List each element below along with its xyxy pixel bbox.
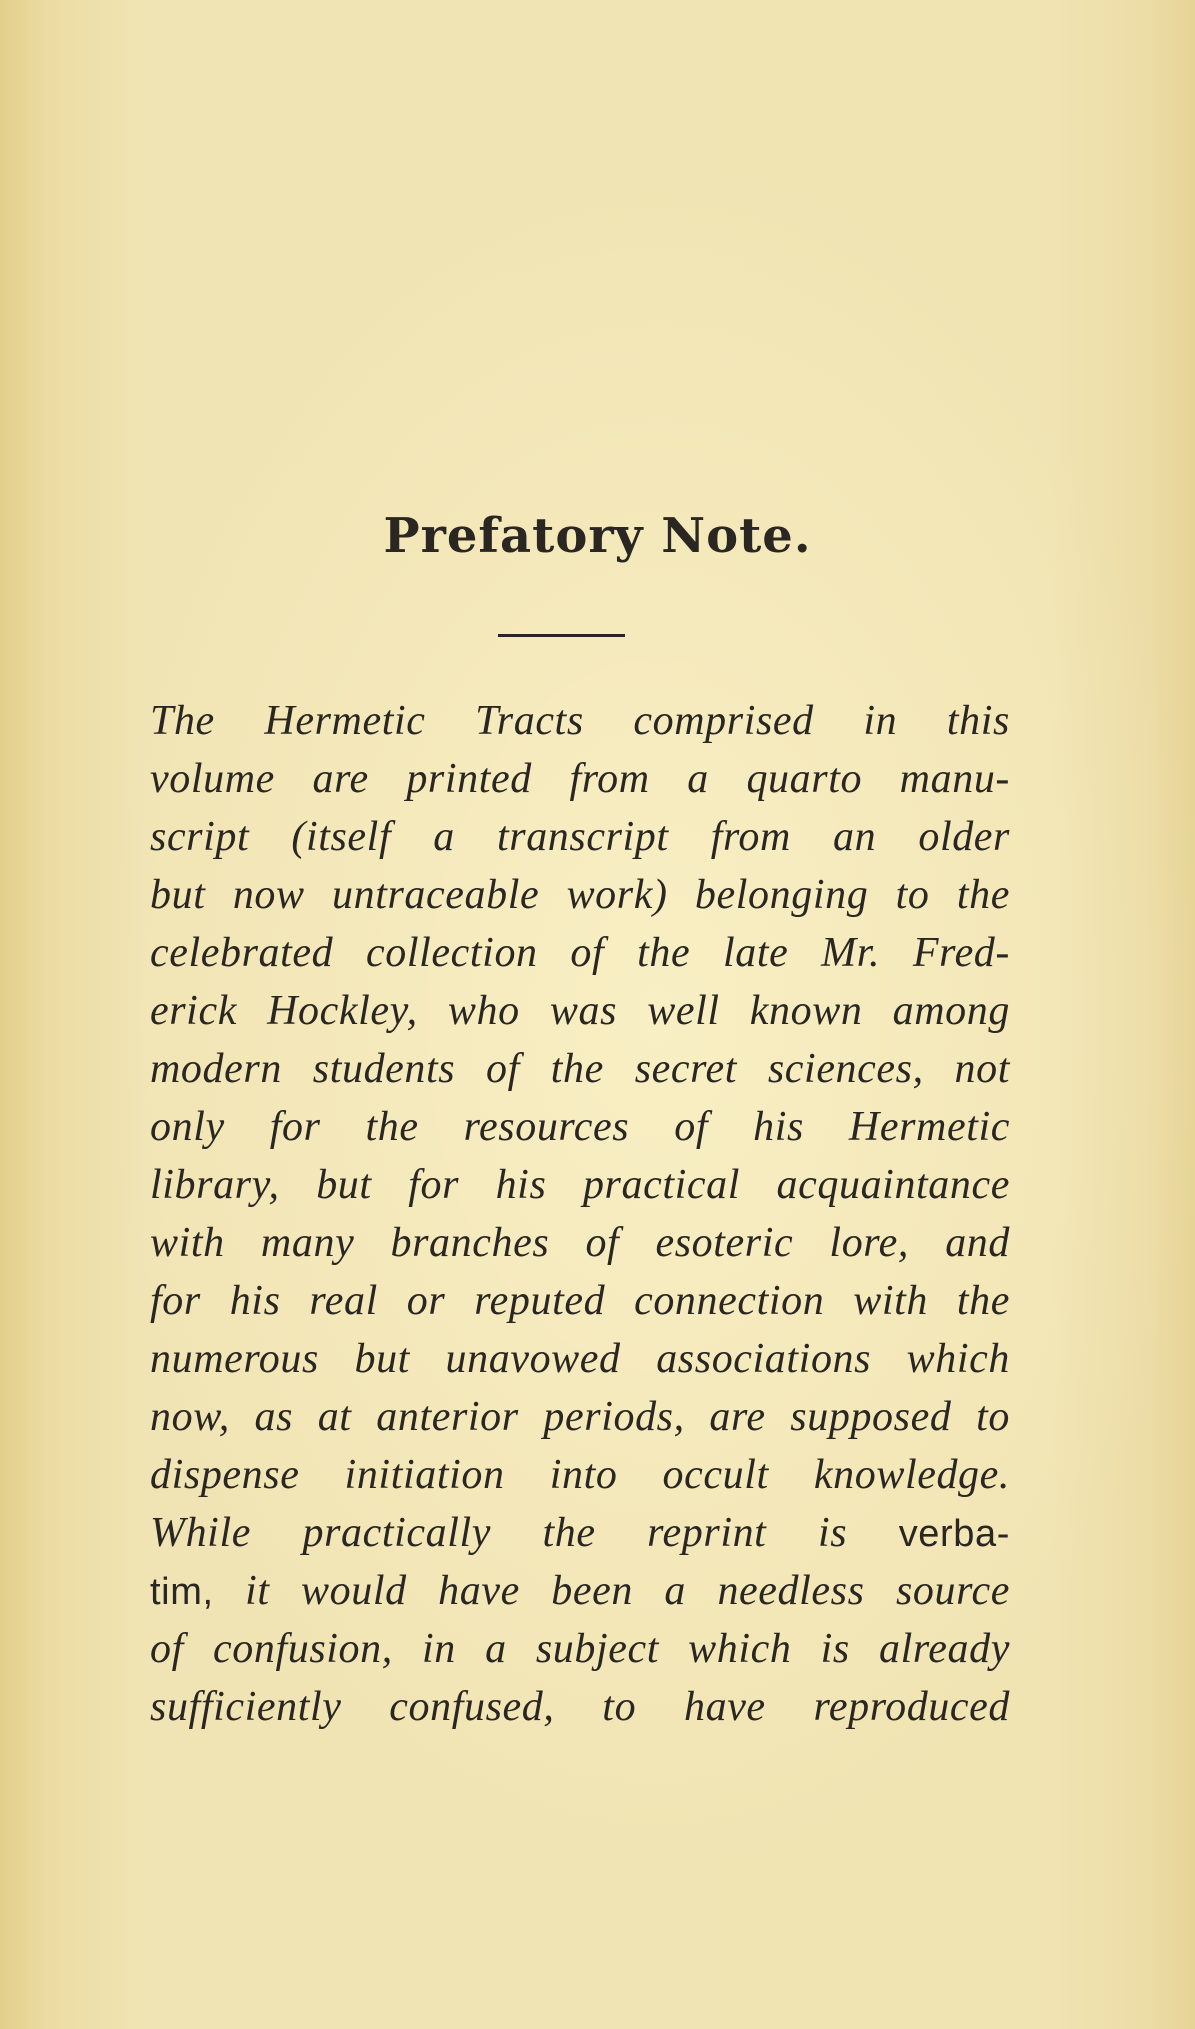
text-line: of confusion, in a subject which is already [150,1626,1010,1672]
page-title: Prefatory Note. [383,508,812,564]
text-line: with many branches of esoteric lore, and [150,1220,1010,1266]
italic-segment: it would have been a needless source [245,1568,1010,1614]
roman-segment: verba- [898,1513,1010,1555]
text-line: numerous but unavowed associations which [150,1336,1010,1382]
text-line: The Hermetic Tracts comprised in this [150,698,1010,744]
italic-segment: While practically the reprint is [150,1510,848,1556]
body-text [150,692,1010,1736]
roman-segment: tim, [150,1571,214,1613]
text-line-mixed [150,1504,1010,1562]
text-line: script (itself a transcript from an older [150,814,1010,860]
text-line: volume are printed from a quarto manu- [150,756,1010,802]
text-line: dispense initiation into occult knowledge. [150,1452,1010,1498]
text-line: celebrated collection of the late Mr. Fred- [150,930,1010,976]
text-line: for his real or reputed connection with the [150,1278,1010,1324]
text-line: modern students of the secret sciences, not [150,1046,1010,1092]
text-line: but now untraceable work) belonging to the [150,872,1010,918]
title-rule [498,634,625,637]
text-line: library, but for his practical acquaintance [150,1162,1010,1208]
text-line: erick Hockley, who was well known among [150,988,1010,1034]
text-line: only for the resources of his Hermetic [150,1104,1010,1150]
text-line-mixed [150,1562,1010,1620]
text-line: now, as at anterior periods, are supposed to [150,1394,1010,1440]
text-line: sufficiently confused, to have reproduced [150,1684,1010,1730]
